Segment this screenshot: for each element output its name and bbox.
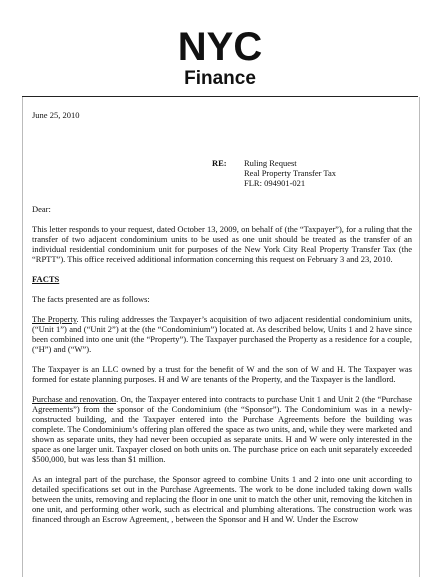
subject-line: Ruling Request xyxy=(244,158,297,168)
letter-date: June 25, 2010 xyxy=(32,110,80,120)
llc-paragraph: The Taxpayer is an LLC owned by a trust for the benefit of W and the son of W and H. The Taxpayer was formed for estate planning purposes. H and W are tenants of the Property, and the Taxpayer is the landlord. xyxy=(32,364,412,384)
property-paragraph xyxy=(32,314,412,354)
facts-heading: FACTS xyxy=(32,274,60,284)
purchase-label: Purchase and renovation xyxy=(32,394,117,404)
purchase-paragraph xyxy=(32,394,412,464)
subject-label: RE: xyxy=(212,158,227,168)
nyc-finance-logo xyxy=(164,26,276,88)
subject-block xyxy=(212,158,412,188)
property-label: The Property xyxy=(32,314,77,324)
letter-body xyxy=(32,110,412,534)
salutation: Dear: xyxy=(32,204,51,214)
logo-graphic xyxy=(164,26,276,88)
logo-wordmark: Finance xyxy=(184,68,256,88)
subject-line: Real Property Transfer Tax xyxy=(244,168,337,178)
integral-paragraph: As an integral part of the purchase, the Sponsor agreed to combine Units 1 and 2 into one unit according to detailed specifications set out in the Purchase Agreements. The work to be done included taking down walls between the units, removing and replacing the floor in one unit to match the other unit, removing the kitchen in one unit, and performing other work, such as electrical and plumbing alterations. The construction work was financed through an Escrow Agreement, , between the Sponsor and H and W. Under the Escrow xyxy=(32,474,412,524)
logo-mark: NYC xyxy=(177,26,263,69)
purchase-text: . On, the Taxpayer entered into contracts to purchase Unit 1 and Unit 2 (the “Purchase Agreements”) from the sponsor of the Condominium (the “Sponsor”). The Condominium was in a newly-constructed building, and the Taxpayer entered into the Purchase Agreements before the building was complete. The Condominium’s offering plan offered the space as two units, and, while they were marketed and shown as separate units, they had never been occupied as separate units. H and W were only interested in the space as one larger unit. Taxpayer closed on both units on. The purchase price on each unit separately exceeded $500,000, but was less than $1 million. xyxy=(32,394,413,464)
intro-paragraph: This letter responds to your request, dated October 13, 2009, on behalf of (the “Taxpayer”), for a ruling that the transfer of two adjacent condominium units to be used as one unit should be treated as the transfer of an individual residential condominium unit for purposes of the New York City Real Property Transfer Tax (the “RPTT”). This office received additional information concerning this request on February 3 and 23, 2010. xyxy=(32,224,412,264)
subject-line: FLR: 094901-021 xyxy=(244,178,306,188)
facts-intro: The facts presented are as follows: xyxy=(32,294,150,304)
property-text: . This ruling addresses the Taxpayer’s acquisition of two adjacent residential condominium units, (“Unit 1”) and (“Unit 2”) at the (the “Condominium”) located at. As described below, Units 1 and 2 have since been combined into one unit (the “Property”). The Taxpayer purchased the Property as a residence for a couple, (“H”) and (“W”). xyxy=(32,314,412,354)
subject-lines xyxy=(244,158,336,188)
